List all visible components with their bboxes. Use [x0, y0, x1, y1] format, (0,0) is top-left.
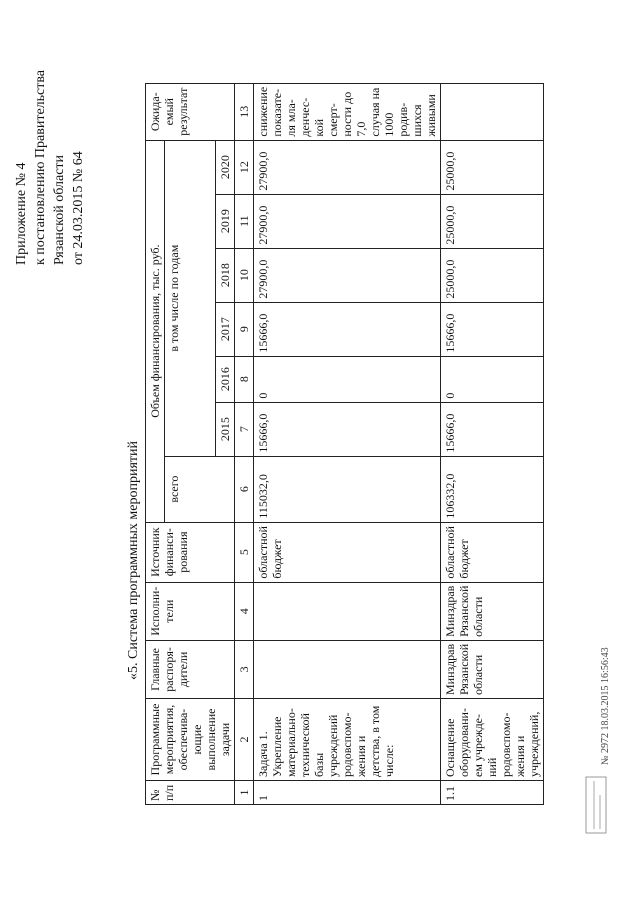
row-year-value: 0 [254, 356, 441, 402]
col-header-num: № п/п [146, 781, 235, 805]
appendix-title: Приложение № 4 [14, 162, 29, 265]
row-num: 1.1 [441, 781, 544, 805]
row-year-value: 0 [441, 356, 544, 402]
col-number: 4 [235, 582, 254, 640]
appendix-line-3: от 24.03.2015 № 64 [71, 151, 86, 265]
row-measure: Задача 1. Укрепление материально-технической базы учреждений родовспомо-жения и детства, в том числе: [254, 699, 441, 781]
row-year-value: 25000,0 [441, 194, 544, 248]
measures-table [145, 83, 544, 805]
appendix-line-2: Рязанской области [52, 154, 67, 265]
row-total: 115032,0 [254, 456, 441, 522]
col-number: 8 [235, 356, 254, 402]
row-total: 106332,0 [441, 456, 544, 522]
row-year-value: 15666,0 [254, 402, 441, 456]
col-header-year: 2017 [216, 302, 235, 356]
column-number-row [235, 83, 254, 804]
row-source: областной бюджет [441, 522, 544, 582]
col-header-year: 2015 [216, 402, 235, 456]
row-year-value: 15666,0 [441, 402, 544, 456]
col-header-source: Источник финанси-рования [146, 522, 235, 582]
col-number: 1 [235, 781, 254, 805]
row-source: областной бюджет [254, 522, 441, 582]
col-header-managers: Главные распоря-дители [146, 640, 235, 698]
row-executors: Минздрав Рязанской области [441, 582, 544, 640]
row-result: снижение показате-ля мла-денчес-кой смерт-ности до 7,0 случая на 1000 родив-шихся живыми [254, 83, 441, 140]
col-header-measure: Программные мероприятия, обеспечива-ющие выполнение задачи [146, 699, 235, 781]
col-number: 10 [235, 248, 254, 302]
col-header-year: 2020 [216, 140, 235, 194]
row-num: 1 [254, 781, 441, 805]
col-header-result: Ожида-емый результат [146, 83, 235, 140]
col-number: 11 [235, 194, 254, 248]
row-year-value: 15666,0 [254, 302, 441, 356]
row-result [441, 83, 544, 140]
col-header-by-year: в том числе по годам [165, 140, 216, 456]
row-year-value: 25000,0 [441, 140, 544, 194]
col-number: 7 [235, 402, 254, 456]
row-year-value: 27900,0 [254, 248, 441, 302]
col-number: 6 [235, 456, 254, 522]
registry-stamp-icon [582, 775, 610, 835]
document-registration-number: № 2972 18.03.2015 16:56:43 [600, 647, 611, 765]
col-header-year: 2016 [216, 356, 235, 402]
col-number: 2 [235, 699, 254, 781]
col-header-year: 2018 [216, 248, 235, 302]
col-number: 9 [235, 302, 254, 356]
row-managers [254, 640, 441, 698]
row-year-value: 25000,0 [441, 248, 544, 302]
appendix-line-1: к постановлению Правительства [33, 69, 48, 265]
row-year-value: 27900,0 [254, 194, 441, 248]
row-executors [254, 582, 441, 640]
table-row [441, 83, 544, 804]
col-number: 5 [235, 522, 254, 582]
row-year-value: 15666,0 [441, 302, 544, 356]
col-header-executors: Исполни-тели [146, 582, 235, 640]
col-number: 13 [235, 83, 254, 140]
row-managers: Минздрав Рязанской области [441, 640, 544, 698]
row-measure: Оснащение оборудовани-ем учрежде-ний родовспомо-жения и учреждений, [441, 699, 544, 781]
section-title: «5. Система программных мероприятий [126, 440, 141, 680]
col-number: 12 [235, 140, 254, 194]
col-header-funding: Объем финансирования, тыс. руб. [146, 140, 165, 522]
row-year-value: 27900,0 [254, 140, 441, 194]
col-header-year: 2019 [216, 194, 235, 248]
table-row [254, 83, 441, 804]
col-header-total: всего [165, 456, 235, 522]
col-number: 3 [235, 640, 254, 698]
